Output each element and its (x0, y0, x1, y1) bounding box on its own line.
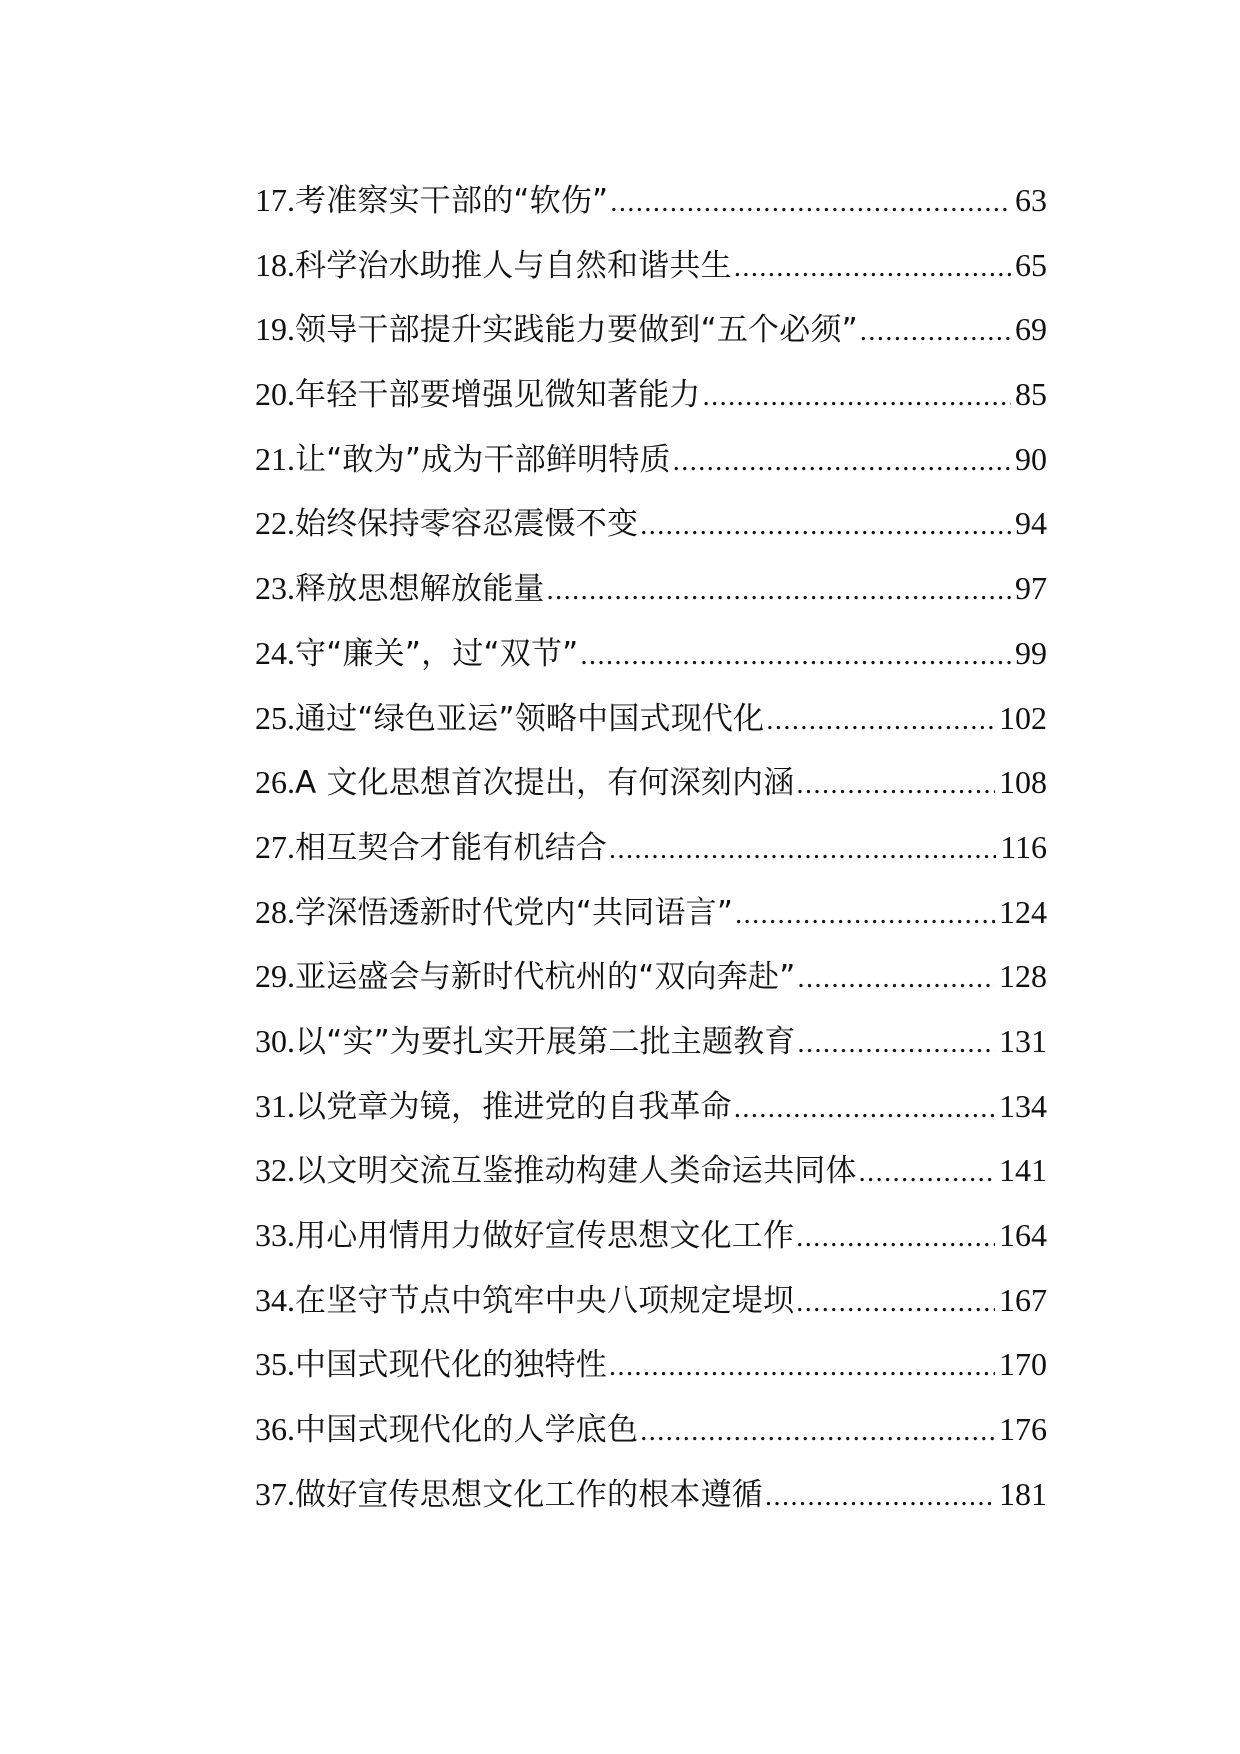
dot-leader (547, 559, 1011, 621)
dot-leader (609, 818, 996, 880)
entry-page-number: 131 (999, 1022, 1047, 1059)
entry-title: 释放思想解放能量 (295, 571, 545, 608)
entry-number: 37. (255, 1475, 295, 1512)
toc-entry[interactable] (255, 556, 1047, 621)
entry-number: 23. (255, 570, 295, 607)
entry-title: 以“实”为要扎实开展第二批主题教育 (295, 1023, 796, 1060)
entry-number: 35. (255, 1346, 295, 1383)
dot-leader (796, 1206, 995, 1268)
entry-page-number: 134 (999, 1087, 1047, 1124)
toc-entry[interactable] (255, 621, 1047, 686)
entry-number: 24. (255, 634, 295, 671)
entry-page-number: 63 (1015, 182, 1047, 218)
entry-title: 年轻干部要增强见微知著能力 (295, 377, 701, 414)
entry-title: 相互契合才能有机结合 (295, 829, 607, 866)
entry-number: 26. (255, 764, 295, 801)
entry-number: 29. (255, 958, 295, 995)
entry-title: 学深悟透新时代党内“共同语言” (295, 894, 734, 931)
toc-entry[interactable] (255, 944, 1047, 1009)
entry-page-number: 167 (999, 1281, 1047, 1318)
toc-entry[interactable] (255, 750, 1047, 815)
dot-leader (640, 494, 1011, 556)
toc-entry[interactable] (255, 1397, 1047, 1462)
entry-title: 让“敢为”成为干部鲜明特质 (295, 441, 671, 478)
dot-leader (673, 430, 1011, 492)
entry-title: 领导干部提升实践能力要做到“五个必须” (295, 312, 858, 349)
toc-entry[interactable] (255, 686, 1047, 751)
toc-entry[interactable] (255, 491, 1047, 556)
entry-page-number: 90 (1015, 440, 1047, 477)
dot-leader (798, 1012, 995, 1074)
entry-number: 21. (255, 440, 295, 477)
entry-number: 17. (255, 182, 295, 218)
entry-number: 18. (255, 246, 295, 283)
entry-page-number: 141 (999, 1152, 1047, 1189)
dot-leader (796, 753, 995, 815)
toc-entry[interactable] (255, 815, 1047, 880)
entry-number: 20. (255, 376, 295, 413)
entry-number: 28. (255, 893, 295, 930)
dot-leader (703, 365, 1011, 427)
entry-page-number: 176 (999, 1411, 1047, 1448)
toc-entry[interactable] (255, 1332, 1047, 1397)
toc-entry[interactable] (255, 880, 1047, 945)
toc-entry[interactable] (255, 233, 1047, 298)
entry-page-number: 65 (1015, 246, 1047, 283)
dot-leader (735, 883, 995, 945)
entry-title: 考准察实干部的“软伤” (295, 183, 609, 219)
entry-title: 以文明交流互鉴推动构建人类命运共同体 (295, 1153, 857, 1190)
entry-page-number: 85 (1015, 376, 1047, 413)
entry-title: 亚运盛会与新时代杭州的“双向奔赴” (295, 959, 796, 996)
dot-leader (859, 1141, 995, 1203)
entry-title: 通过“绿色亚运”领略中国式现代化 (295, 700, 765, 737)
toc-entry[interactable] (255, 362, 1047, 427)
dot-leader (734, 1077, 995, 1139)
dot-leader (610, 171, 1011, 233)
entry-number: 31. (255, 1087, 295, 1124)
entry-page-number: 181 (999, 1475, 1047, 1512)
entry-number: 27. (255, 828, 295, 865)
entry-page-number: 164 (999, 1217, 1047, 1253)
entry-page-number: 69 (1015, 311, 1047, 348)
entry-title: 用心用情用力做好宣传思想文化工作 (295, 1218, 795, 1254)
dot-leader (766, 689, 995, 751)
toc-entry[interactable] (255, 1138, 1047, 1203)
dot-leader (765, 1465, 995, 1527)
entry-title: 始终保持零容忍震慑不变 (295, 506, 639, 543)
table-of-contents (255, 168, 1047, 1526)
dot-leader (609, 1335, 995, 1397)
entry-title: A 文化思想首次提出，有何深刻内涵 (295, 765, 795, 802)
entry-page-number: 170 (999, 1346, 1047, 1383)
entry-title: 守“廉关”，过“双节” (295, 635, 579, 672)
dot-leader (640, 1400, 995, 1462)
entry-page-number: 94 (1015, 505, 1047, 542)
entry-title: 以党章为镜，推进党的自我革命 (295, 1088, 732, 1125)
toc-entry[interactable] (255, 1462, 1047, 1527)
entry-number: 33. (255, 1217, 295, 1253)
entry-number: 32. (255, 1152, 295, 1189)
entry-page-number: 108 (999, 764, 1047, 801)
toc-entry[interactable] (255, 1009, 1047, 1074)
entry-number: 34. (255, 1281, 295, 1318)
entry-number: 19. (255, 311, 295, 348)
entry-title: 中国式现代化的独特性 (295, 1347, 607, 1384)
dot-leader (734, 236, 1011, 298)
toc-entry[interactable] (255, 1074, 1047, 1139)
entry-number: 22. (255, 505, 295, 542)
entry-title: 中国式现代化的人学底色 (295, 1412, 639, 1449)
dot-leader (860, 300, 1011, 362)
entry-title: 在坚守节点中筑牢中央八项规定堤坝 (295, 1282, 795, 1319)
entry-number: 25. (255, 699, 295, 736)
entry-number: 30. (255, 1022, 295, 1059)
dot-leader (798, 947, 995, 1009)
toc-entry[interactable] (255, 168, 1047, 233)
entry-title: 做好宣传思想文化工作的根本遵循 (295, 1476, 763, 1513)
entry-number: 36. (255, 1411, 295, 1448)
entry-page-number: 97 (1015, 570, 1047, 607)
entry-title: 科学治水助推人与自然和谐共生 (295, 247, 732, 284)
entry-page-number: 128 (999, 958, 1047, 995)
entry-page-number: 99 (1015, 634, 1047, 671)
entry-page-number: 102 (999, 699, 1047, 736)
toc-entry[interactable] (255, 1203, 1047, 1268)
entry-page-number: 116 (1000, 828, 1047, 865)
toc-entry[interactable] (255, 297, 1047, 362)
toc-entry[interactable] (255, 427, 1047, 492)
toc-entry[interactable] (255, 1268, 1047, 1333)
entry-page-number: 124 (999, 893, 1047, 930)
dot-leader (796, 1271, 995, 1333)
dot-leader (580, 624, 1011, 686)
